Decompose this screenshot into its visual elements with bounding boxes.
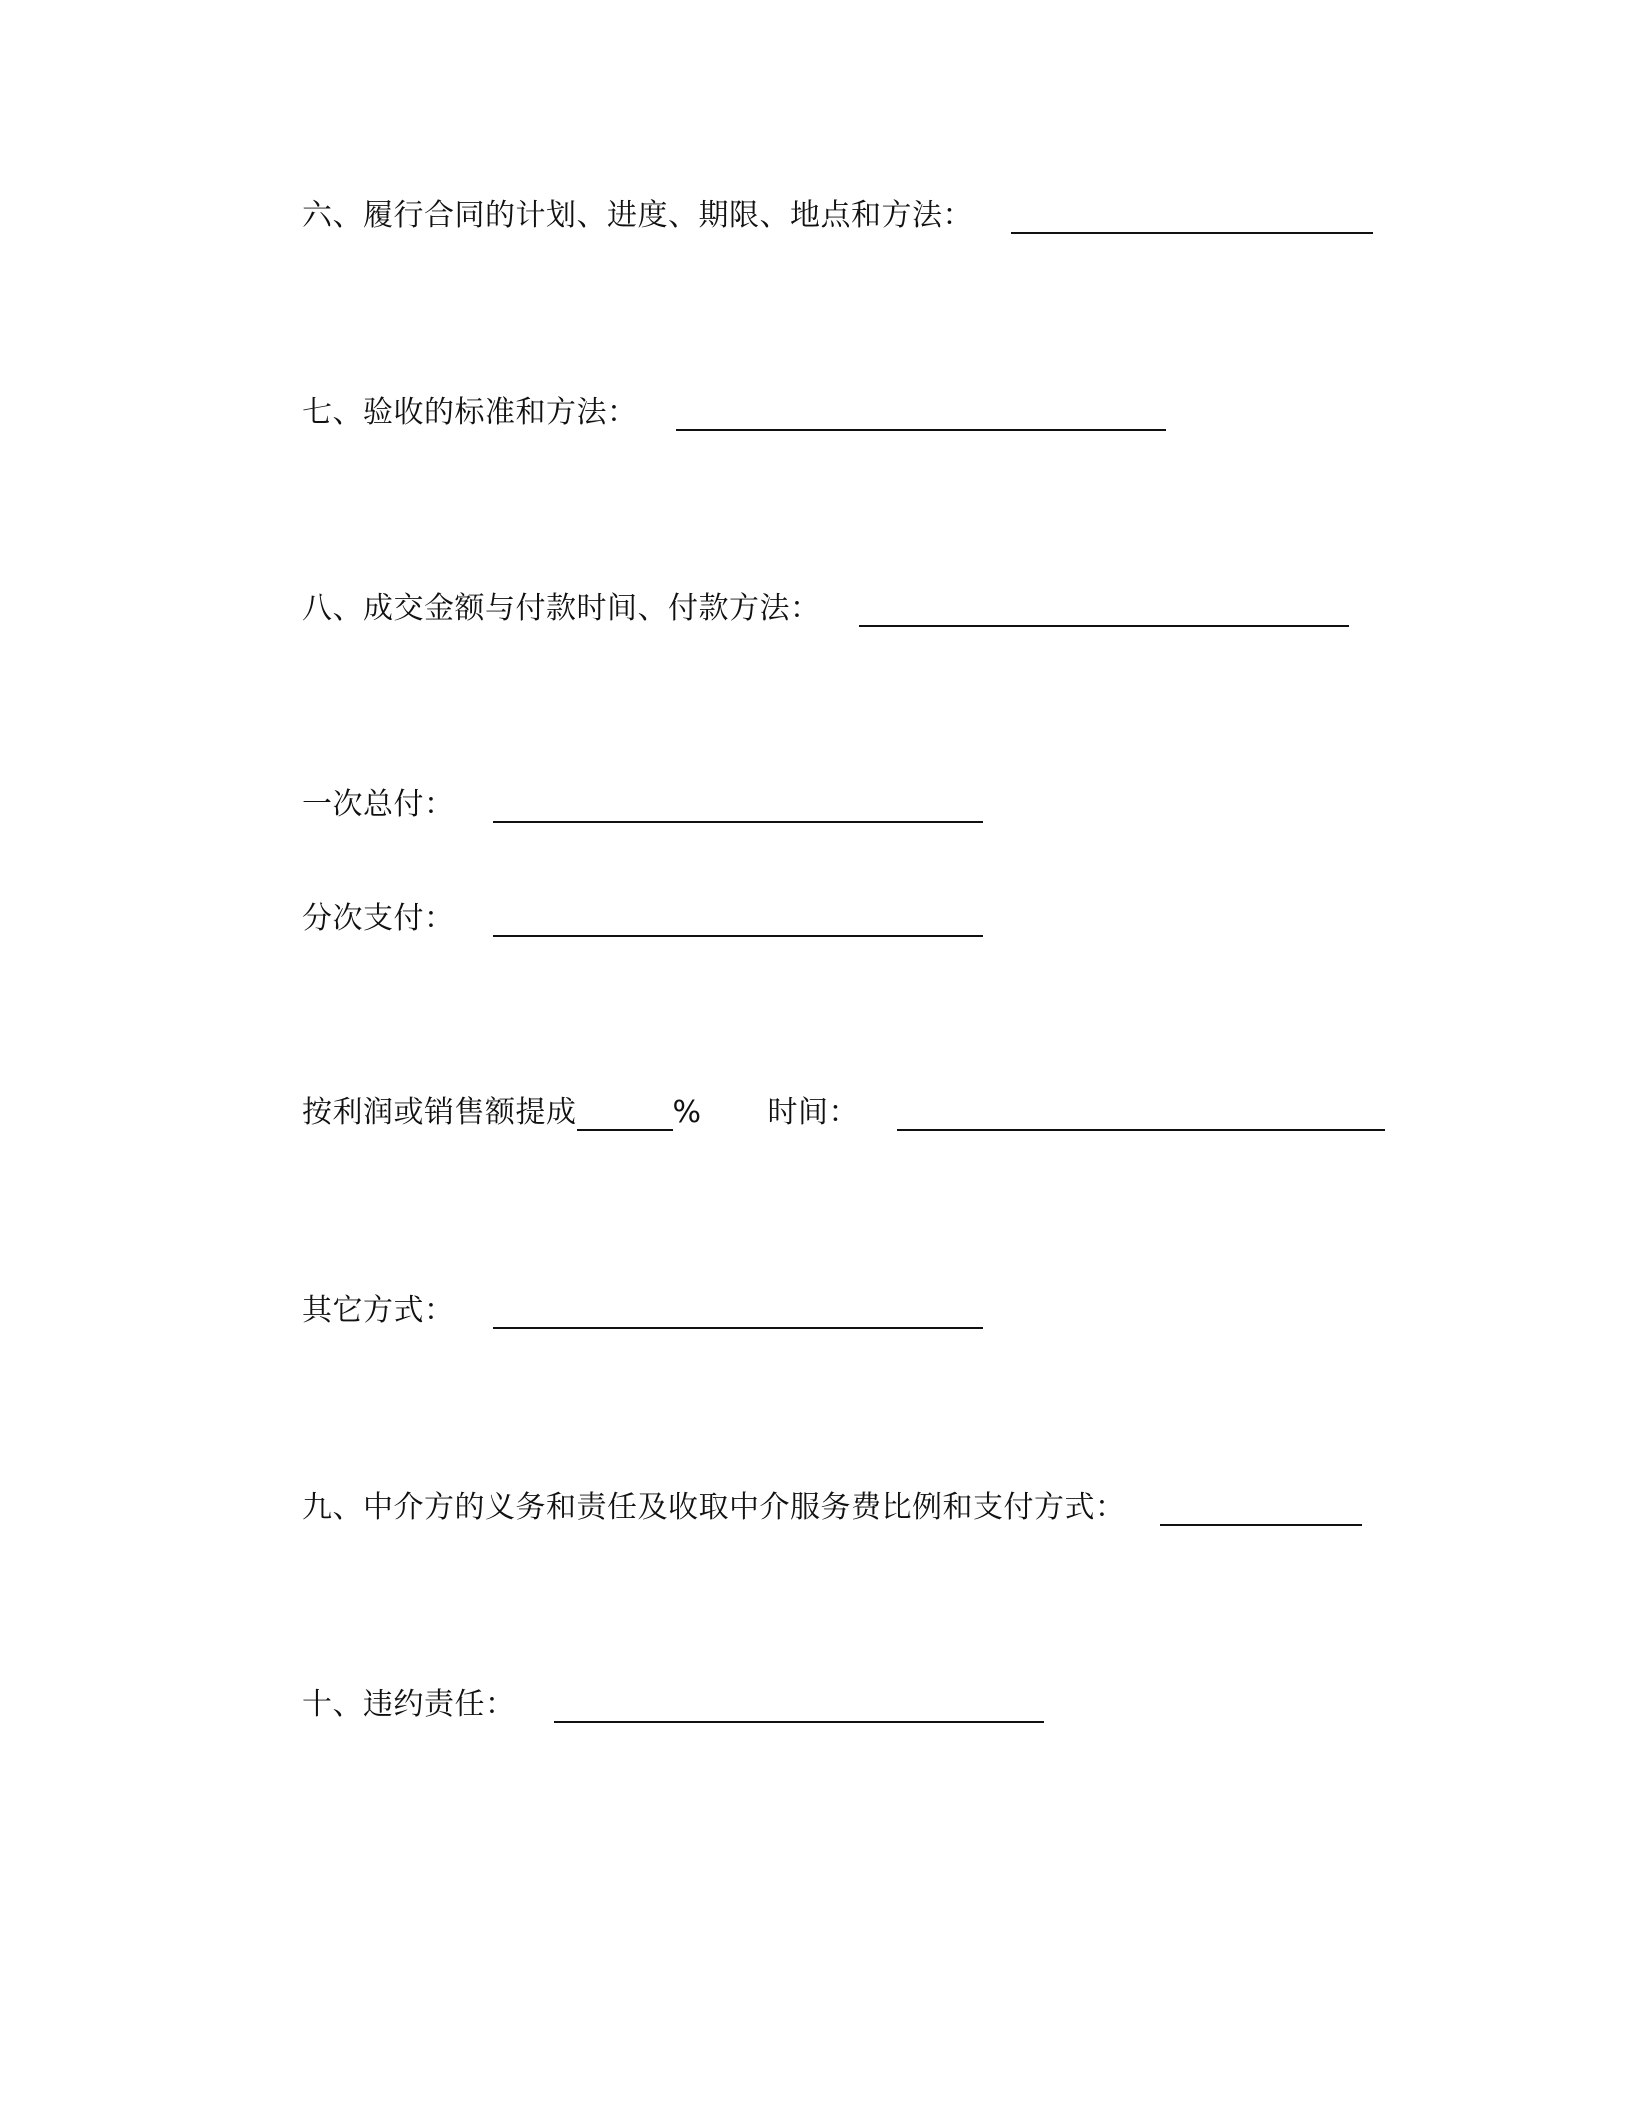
commission-label: 按利润或销售额提成: [302, 1095, 577, 1130]
clause-seven-blank[interactable]: [676, 429, 1166, 431]
clause-eight-blank[interactable]: [859, 625, 1349, 627]
clause-ten: [302, 1681, 1044, 1725]
clause-ten-label: 十、违约责任：: [302, 1687, 516, 1722]
clause-eight: [302, 585, 1349, 629]
clause-six: [302, 192, 1373, 236]
clause-eight-label: 八、成交金额与付款时间、付款方法：: [302, 591, 821, 626]
commission-time-label: 时间：: [767, 1095, 860, 1130]
other-label: 其它方式：: [302, 1293, 455, 1328]
clause-nine-label: 九、中介方的义务和责任及收取中介服务费比例和支付方式：: [302, 1490, 1126, 1525]
clause-seven-label: 七、验收的标准和方法：: [302, 395, 638, 430]
clause-nine: [302, 1484, 1362, 1528]
lump-sum-label: 一次总付：: [302, 787, 455, 822]
commission-payment: [302, 1089, 1385, 1133]
lump-sum-payment: [302, 781, 983, 825]
commission-percent-blank[interactable]: [577, 1129, 673, 1131]
clause-six-label: 六、履行合同的计划、进度、期限、地点和方法：: [302, 198, 973, 233]
percent-sign: %: [672, 1095, 702, 1130]
other-blank[interactable]: [493, 1327, 983, 1329]
clause-ten-blank[interactable]: [554, 1721, 1044, 1723]
lump-sum-blank[interactable]: [493, 821, 983, 823]
other-payment: [302, 1287, 983, 1331]
installment-payment: [302, 895, 983, 939]
clause-six-blank[interactable]: [1011, 232, 1373, 234]
commission-time-blank[interactable]: [897, 1129, 1385, 1131]
clause-seven: [302, 389, 1166, 433]
installments-blank[interactable]: [493, 935, 983, 937]
clause-nine-blank[interactable]: [1160, 1524, 1362, 1526]
installments-label: 分次支付：: [302, 901, 455, 936]
